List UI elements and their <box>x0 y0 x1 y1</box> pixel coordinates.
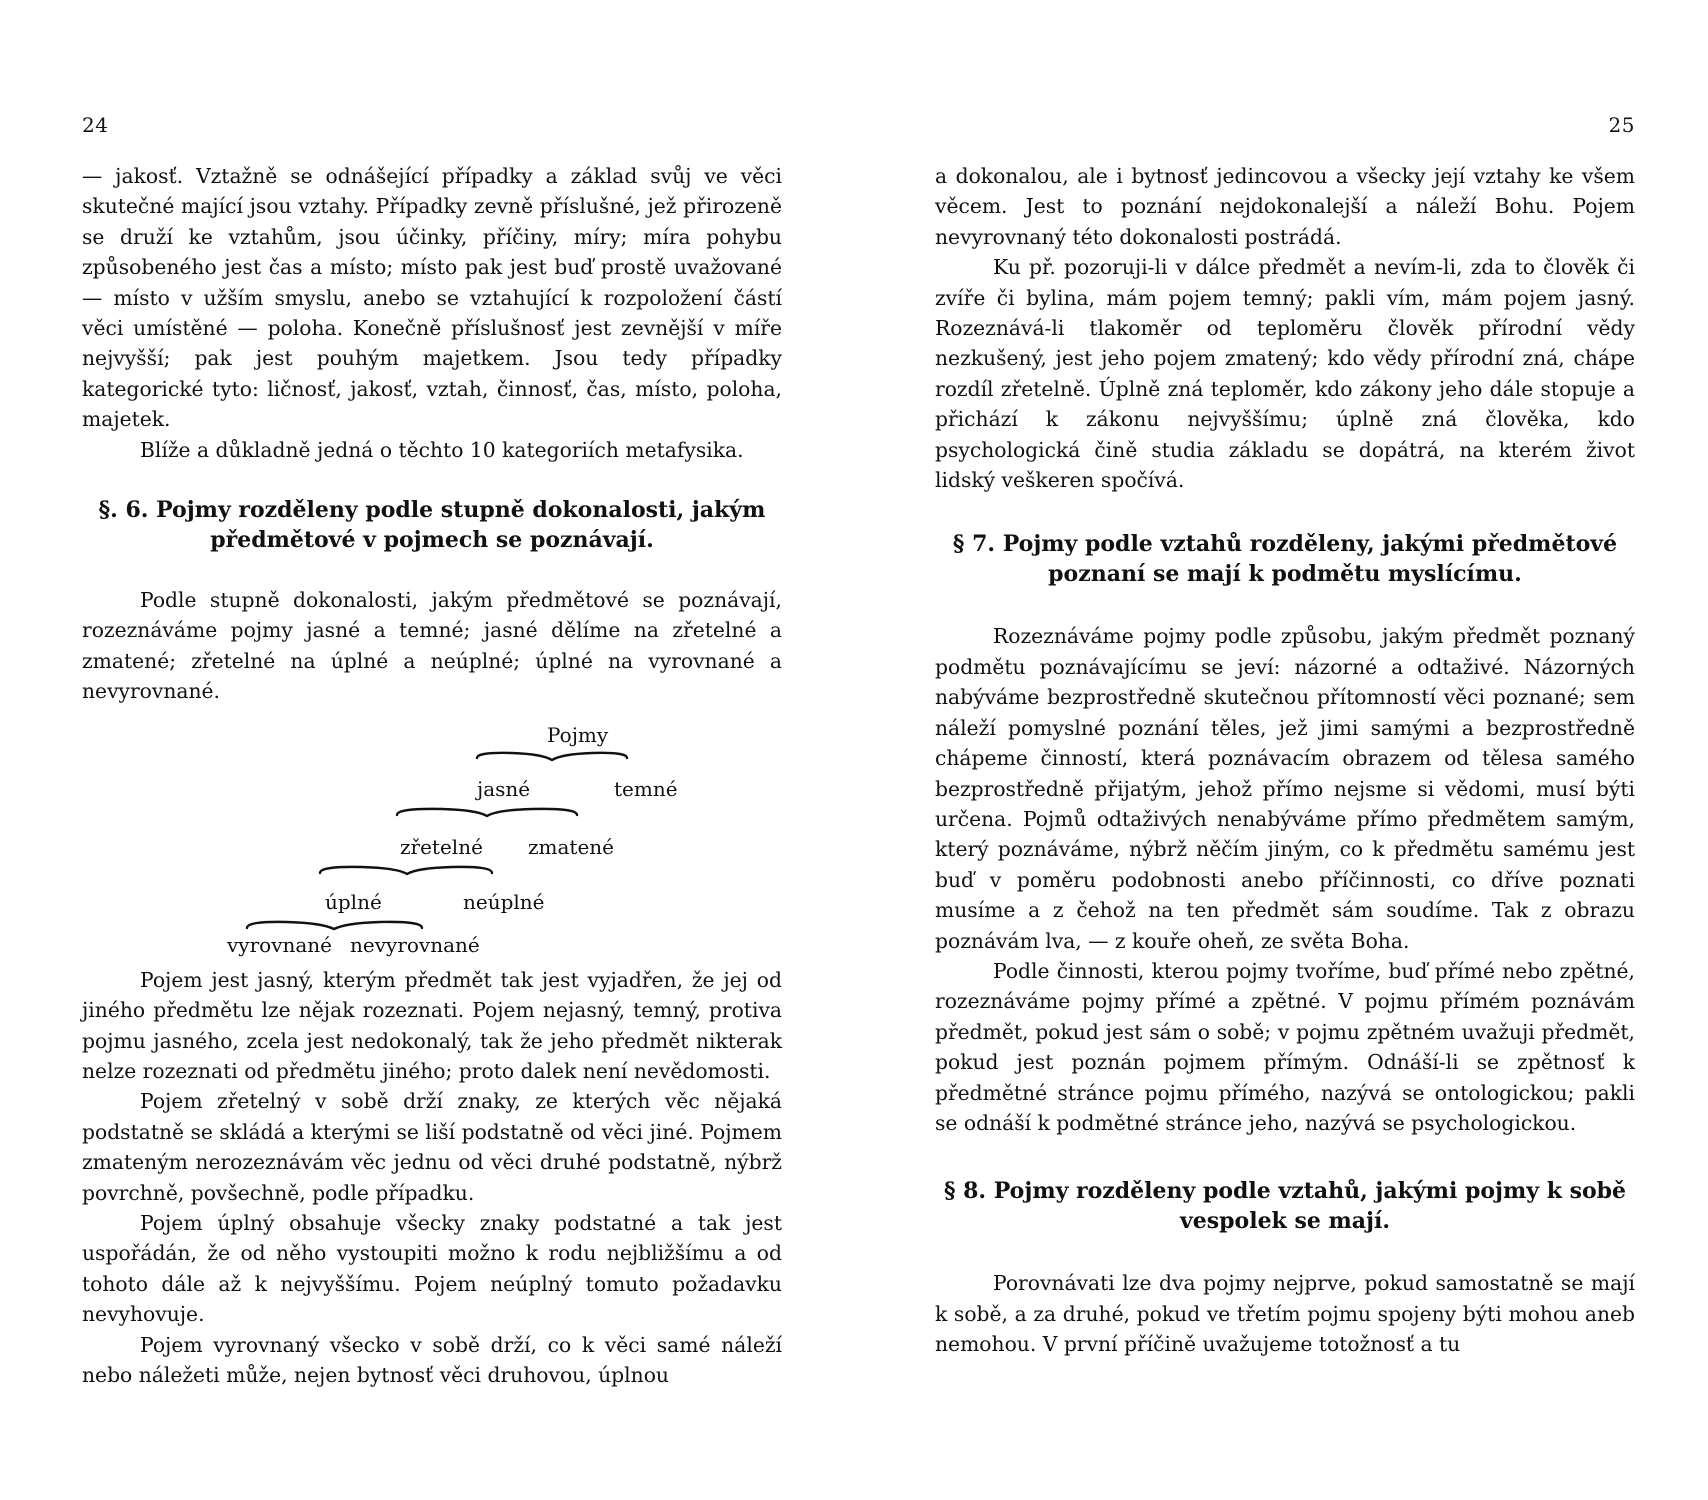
paragraph-metaphysics-note: Blíže a důkladně jedná o těchto 10 kategoriích metafysika. <box>140 437 744 462</box>
paragraph-intuitive-abstract: Rozeznáváme pojmy podle způsobu, jakým předmět poznaný podmětu poznávajícímu se jeví: názorné a odtaživé. Názorných nabýváme bezprostředně skutečnou přítomností věci poznané; sem náleží pomyslné poznání těles, jež jimi samými a bezprostředně chápeme činností, která poznávacím obrazem od tělesa samého bezprostředně přijatým, jehož přímo nejsme si vědomi, musí býti určena. Pojmů odtaživých nenabýváme přímo předmětem samým, který poznáváme, nýbrž něčím jiným, co k předmětu samému jest buď v poměru podobnosti anebo příčinnosti, co dříve poznati musíme a z čehož na ten předmět sám soudíme. Tak z obrazu poznávám lva, — z kouře oheň, ze světa Boha. <box>935 624 1635 953</box>
brace-jasne <box>397 809 577 816</box>
paragraph-examples: Ku př. pozoruji-li v dálce předmět a nevím-li, zda to člověk či zvíře či bylina, mám pojem temný; pakli vím, mám pojem jasný. Rozeznává-li tlakoměr od teploměru člověk přírodní vědy nezkušený, jest jeho pojem zmatený; kdo vědy přírodní zná, chápe rozdíl zřetelně. Úplně zná teploměr, kdo zákony jeho dále stopuje a přichází k zákonu nejvyššímu; úplně zná člověka, kdo psychologická čině studia základu se dopátrá, na kterém život lidský veškeren spočívá. <box>935 255 1635 493</box>
diagram-node-jasne: jasné <box>477 776 531 801</box>
paragraph-comparison: Porovnávati lze dva pojmy nejprve, pokud samostatně se mají k sobě, a za druhé, pokud ve třetím pojmu spojeny býti mohou aneb nemohou. V první příčině uvažujeme totožnosť a tu <box>935 1271 1635 1357</box>
right-page-content <box>935 161 1635 1360</box>
paragraph-direct-reflex: Podle činnosti, kterou pojmy tvoříme, buď přímé nebo zpětné, rozeznáváme pojmy přímé a zpětné. V pojmu přímém poznávám předmět, pokud jest sám o sobě; v pojmu zpětném uvažuji předmět, pokud jest poznán pojmem přímým. Odnáší-li se zpětnosť k předmětné stránce pojmu přímého, nazývá se ontologickou; pakli se odnáší k podmětné stránce jeho, nazývá se psychologickou. <box>935 958 1635 1135</box>
brace-uplne <box>247 922 422 929</box>
paragraph-clear-concept: Pojem jest jasný, kterým předmět tak jest vyjadřen, že jej od jiného předmětu lze nějak rozeznati. Pojem nejasný, temný, protiva pojmu jasného, zcela jest nedokonalý, tak že jeho předmět nikterak nelze rozeznati od předmětu jiného; proto dalek není nevědomosti. <box>82 967 782 1083</box>
paragraph-distinct-concept: Pojem zřetelný v sobě drží znaky, ze kterých věc nějaká podstatně se skládá a kterými se liší podstatně od věci jiné. Pojmem zmateným nerozeznávám věc jednu od věci druhé podstatně, nýbrž povrchně, povšechně, podle případku. <box>82 1089 783 1205</box>
diagram-node-nevyrovnane: nevyrovnané <box>350 932 480 957</box>
brace-zretelne <box>320 867 492 874</box>
section-heading-8: § 8. Pojmy rozděleny podle vztahů, jakými pojmy k sobě vespolek se mají. <box>943 1178 1627 1235</box>
paragraph-complete-concept: Pojem úplný obsahuje všecky znaky podstatné a tak jest uspořádán, že od něho vystoupiti možno k rodu nejbližšímu a od tohoto dále až k nejvyššímu. Pojem neúplný tomuto požadavku nevyhovuje. <box>82 1210 782 1327</box>
brace-pojmy <box>477 753 627 760</box>
page-number-left: 24 <box>82 113 109 137</box>
paragraph-concept-degrees: Podle stupně dokonalosti, jakým předmětové se poznávají, rozeznáváme pojmy jasné a temné; jasné dělíme na zřetelné a zmatené; zřetelné na úplné a neúplné; úplné na vyrovnané a nevyrovnané. <box>82 588 782 704</box>
paragraph-adequate-concept: Pojem vyrovnaný všecko v sobě drží, co k věci samé náleží nebo náležeti může, nejen bytnosť věci druhovou, úplnou <box>82 1332 782 1387</box>
diagram-node-neuplne: neúplné <box>463 889 545 914</box>
diagram-node-vyrovnane: vyrovnané <box>227 932 333 957</box>
diagram-node-zretelne: zřetelné <box>400 834 483 859</box>
diagram-node-zmatene: zmatené <box>528 834 615 859</box>
page-number-right: 25 <box>1608 113 1635 137</box>
paragraph-categories: — jakosť. Vztažně se odnášející případky a základ svůj ve věci skutečné mající jsou vztahy. Případky zevně příslušné, jež přirozeně se druží ke vztahům, jsou účinky, příčiny, míry; míra pohybu způsobeného jest čas a místo; místo pak jest buď prostě uvažované — místo v užším smyslu, anebo se vztahující k rozpoložení částí věci umístěné — poloha. Konečně příslušnosť jest zevnější v míře nejvyšší; pak jest pouhým majetkem. Jsou tedy případky kategorické tyto: ličnosť, jakosť, vztah, činnosť, čas, místo, poloha, majetek. <box>82 164 782 432</box>
left-page-content <box>82 161 782 1390</box>
diagram-node-uplne: úplné <box>325 889 382 914</box>
section-heading-7: § 7. Pojmy podle vztahů rozděleny, jakými předmětové poznaní se mají k podmětu myslícímu. <box>952 531 1618 588</box>
right-page <box>935 0 1635 1500</box>
concept-division-diagram <box>82 717 782 961</box>
left-page <box>82 0 782 1500</box>
section-heading-6: §. 6. Pojmy rozděleny podle stupně dokonalosti, jakým předmětové v pojmech se poznávají. <box>98 497 766 554</box>
diagram-node-pojmy: Pojmy <box>547 722 609 747</box>
diagram-node-temne: temné <box>614 776 678 801</box>
paragraph-perfect-knowledge: a dokonalou, ale i bytnosť jedincovou a všecky její vztahy ke všem věcem. Jest to poznání nejdokonalejší a náleží Bohu. Pojem nevyrovnaný této dokonalosti postrádá. <box>935 164 1635 249</box>
